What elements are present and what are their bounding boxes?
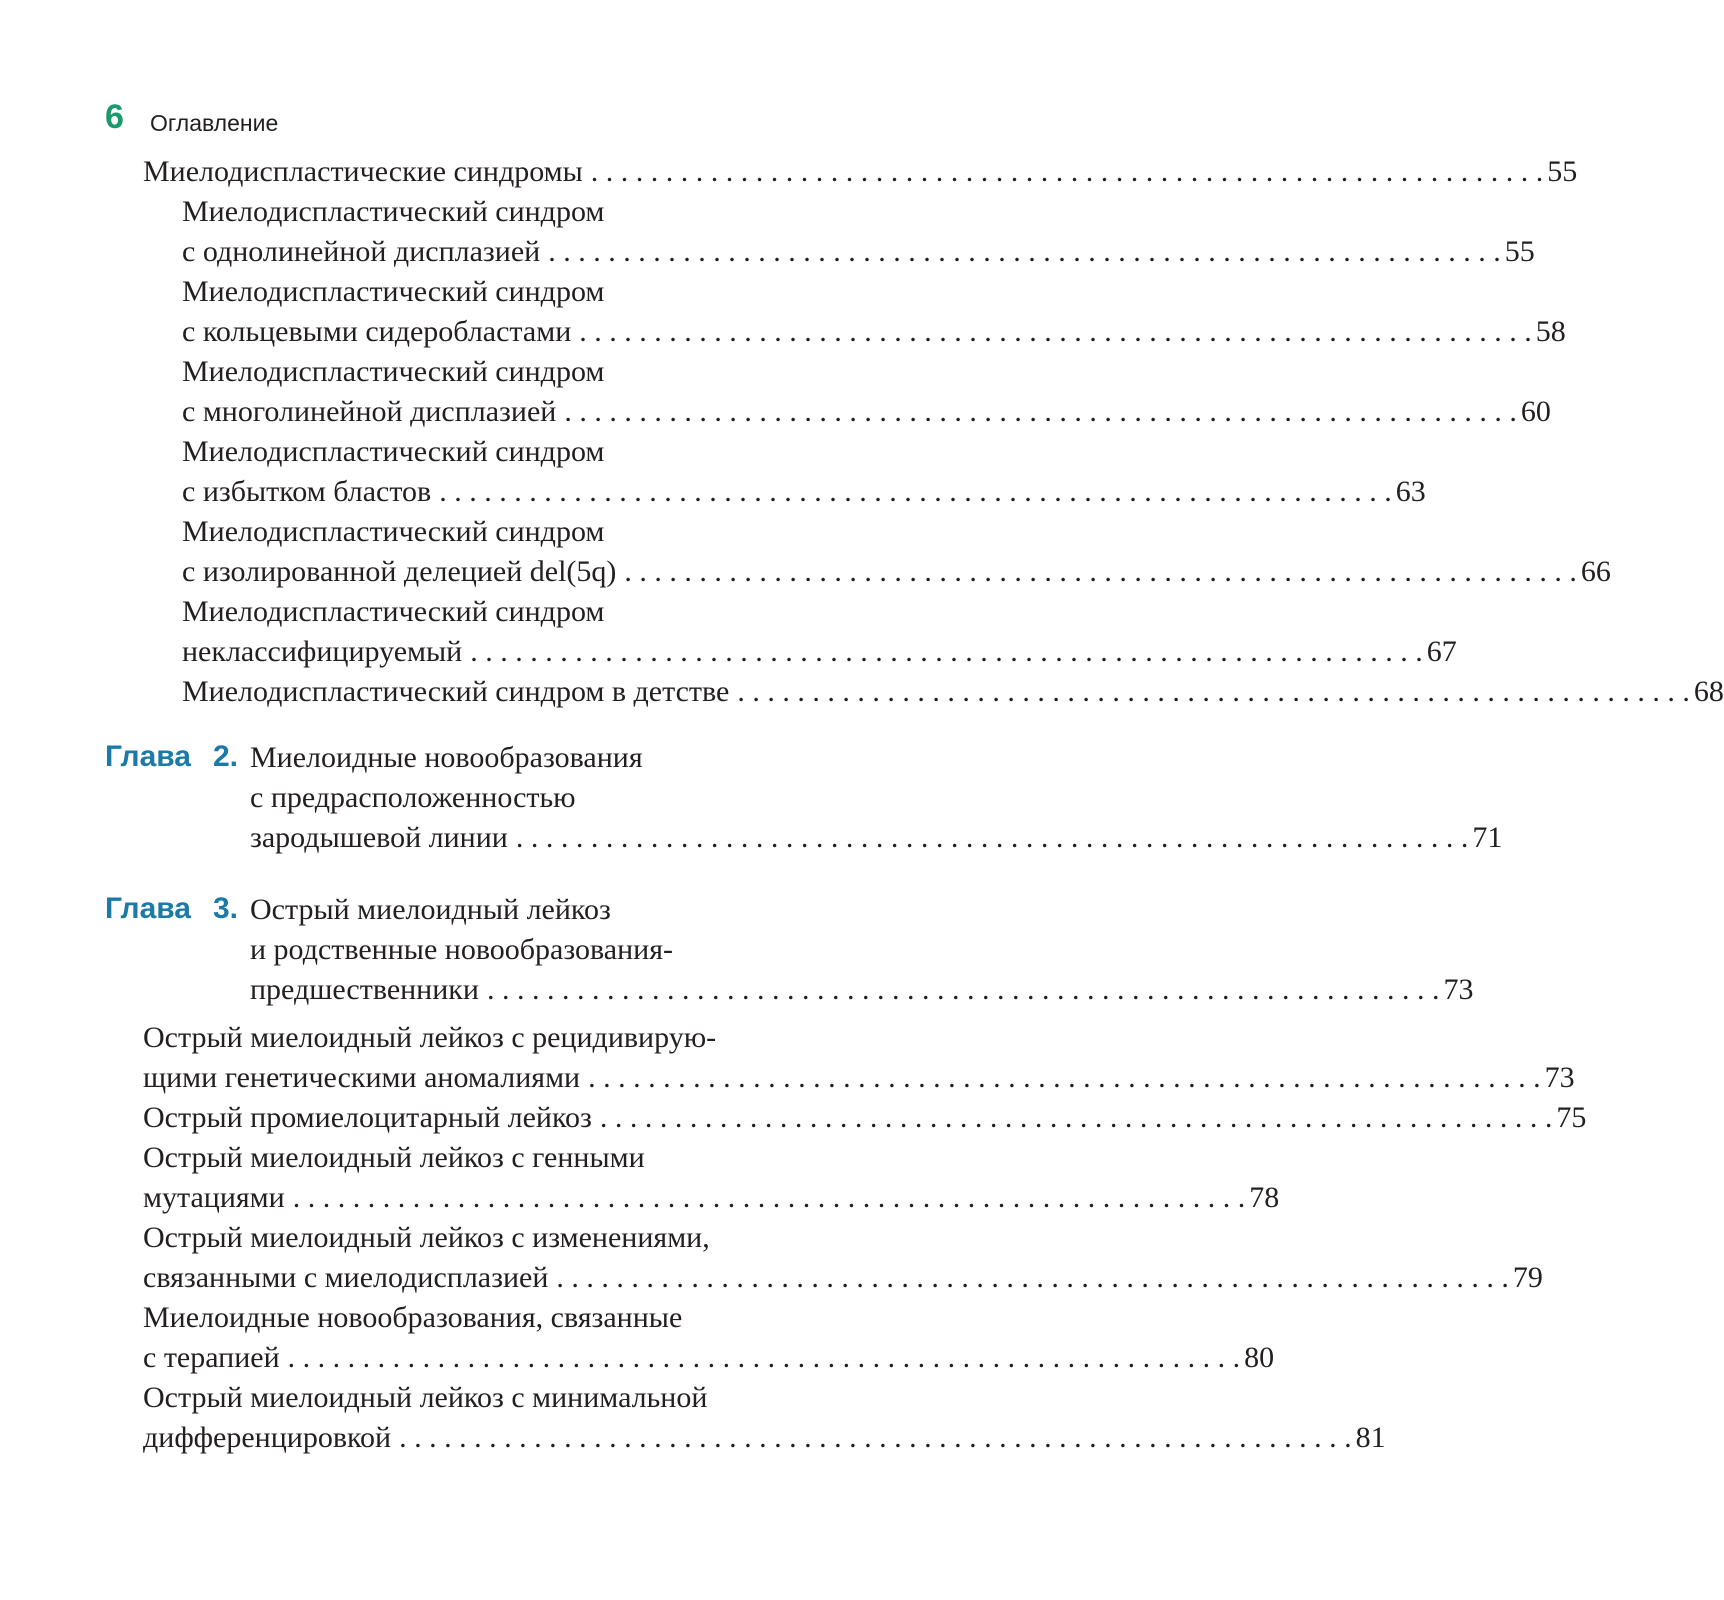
leader-dots <box>280 1338 1241 1378</box>
toc-entry-text: Миелоидные новообразования, связанные <box>143 1301 683 1334</box>
toc-entry[interactable] <box>143 1298 1275 1378</box>
toc-entry[interactable] <box>182 672 1724 712</box>
toc-entry-text: с изолированной делецией del(5q) <box>182 555 617 588</box>
toc-entry[interactable] <box>182 432 1426 512</box>
toc-entry[interactable] <box>143 152 1578 192</box>
toc-entry-text: с многолинейной дисплазией <box>182 395 557 428</box>
toc-page-number: 68 <box>1693 675 1724 708</box>
running-title: Оглавление <box>150 110 279 136</box>
leader-dots <box>479 970 1440 1010</box>
toc-entry-text: с кольцевыми сидеробластами <box>182 315 572 348</box>
toc-page-number: 81 <box>1355 1421 1386 1454</box>
chapter-title: и родственные новообразования- <box>250 933 674 966</box>
leader-dots <box>571 312 1532 352</box>
toc-page-number: 71 <box>1472 821 1503 854</box>
toc-page-number: 63 <box>1395 475 1426 508</box>
toc-page-number: 67 <box>1426 635 1457 668</box>
toc-entry[interactable] <box>182 272 1566 352</box>
page-number: 6 <box>105 98 124 136</box>
toc-entry-text: Миелодиспластический синдром <box>182 435 605 468</box>
toc-entry-text: Миелодиспластический синдром <box>182 595 605 628</box>
toc-entry-text: Острый миелоидный лейкоз с рецидивирую- <box>143 1021 717 1054</box>
toc-entry-text: с избытком бластов <box>182 475 432 508</box>
toc-entry[interactable] <box>182 352 1551 432</box>
toc-entry-text: связанными с миелодисплазией <box>143 1261 549 1294</box>
chapter-title: зародышевой линии <box>250 821 508 854</box>
toc-entry-text: Миелодиспластический синдром <box>182 355 605 388</box>
toc-page-number: 58 <box>1535 315 1566 348</box>
toc-entry-text: Острый промиелоцитарный лейкоз <box>143 1101 592 1134</box>
leader-dots <box>580 1058 1541 1098</box>
toc-entry[interactable] <box>143 1218 1543 1298</box>
chapter-number: 2. <box>213 740 239 773</box>
leader-dots <box>556 392 1517 432</box>
toc-entry-text: с терапией <box>143 1341 280 1374</box>
toc-entry[interactable] <box>182 592 1457 672</box>
toc-page-number: 75 <box>1556 1101 1587 1134</box>
toc-entry[interactable] <box>143 1018 1575 1098</box>
leader-dots <box>729 672 1690 712</box>
toc-entry-text: Миелодиспластический синдром в детстве <box>182 675 730 708</box>
toc-page-number: 78 <box>1249 1181 1280 1214</box>
toc-entry-text: Острый миелоидный лейкоз с генными <box>143 1141 645 1174</box>
leader-dots <box>583 152 1544 192</box>
toc-entry-text: Миелодиспластический синдром <box>182 275 605 308</box>
leader-dots <box>431 472 1392 512</box>
toc-page-number: 55 <box>1547 155 1578 188</box>
leader-dots <box>540 232 1501 272</box>
toc-page-number: 60 <box>1520 395 1551 428</box>
leader-dots <box>592 1098 1553 1138</box>
chapter-title: предшественники <box>250 973 479 1006</box>
toc-entry[interactable] <box>143 1098 1587 1138</box>
toc-chapter-3[interactable] <box>105 890 1474 1010</box>
chapter-label: Глава <box>105 740 191 773</box>
toc-page-number: 80 <box>1244 1341 1275 1374</box>
toc-page-number: 55 <box>1504 235 1535 268</box>
leader-dots <box>616 552 1577 592</box>
toc-entry-text: Острый миелоидный лейкоз с изменениями, <box>143 1221 710 1254</box>
toc-entry-text: мутациями <box>143 1181 285 1214</box>
toc-page-number: 66 <box>1580 555 1611 588</box>
toc-page-number: 73 <box>1443 973 1474 1006</box>
toc-entry-text: Миелодиспластические синдромы <box>143 155 583 188</box>
toc-entry-text: Миелодиспластический синдром <box>182 515 605 548</box>
toc-entry[interactable] <box>182 192 1535 272</box>
toc-entry[interactable] <box>143 1378 1386 1458</box>
toc-chapter-2[interactable] <box>105 738 1503 858</box>
toc-page-number: 73 <box>1544 1061 1575 1094</box>
leader-dots <box>462 632 1423 672</box>
toc-entry[interactable] <box>182 512 1611 592</box>
toc-entry-text: дифференцировкой <box>143 1421 392 1454</box>
toc-entry-text: Острый миелоидный лейкоз с минимальной <box>143 1381 708 1414</box>
chapter-title: с предрасположенностью <box>250 781 576 814</box>
leader-dots <box>508 818 1469 858</box>
chapter-label: Глава <box>105 892 191 925</box>
toc-page-number: 79 <box>1512 1261 1543 1294</box>
leader-dots <box>548 1258 1509 1298</box>
leader-dots <box>391 1418 1352 1458</box>
toc-entry-text: с однолинейной дисплазией <box>182 235 541 268</box>
leader-dots <box>285 1178 1246 1218</box>
chapter-number: 3. <box>213 892 239 925</box>
toc-entry-text: Миелодиспластический синдром <box>182 195 605 228</box>
chapter-title: Миелоидные новообразования <box>250 741 643 774</box>
chapter-title: Острый миелоидный лейкоз <box>250 893 611 926</box>
toc-entry-text: щими генетическими аномалиями <box>143 1061 581 1094</box>
toc-entry[interactable] <box>143 1138 1280 1218</box>
toc-entry-text: неклассифицируемый <box>182 635 463 668</box>
